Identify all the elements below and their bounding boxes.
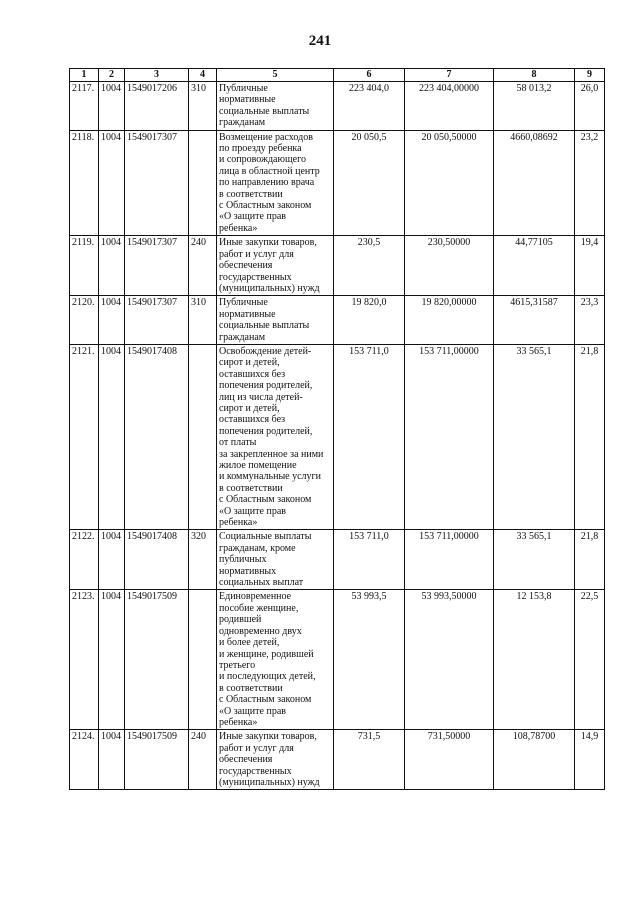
value-col-6: 19 820,0 <box>334 296 405 345</box>
description-line: родившей <box>219 614 262 626</box>
description-line: работ и услуг для <box>219 248 294 260</box>
description-line: гражданам <box>219 117 266 129</box>
description-line: Социальные выплаты <box>219 531 312 543</box>
section-code: 1004 <box>99 82 125 131</box>
description-line: нормативные <box>219 94 276 106</box>
description-line: Иные закупки товаров, <box>219 731 317 743</box>
description-line: государственных <box>219 271 292 283</box>
description-line: государственных <box>219 765 292 777</box>
row-index: 2123. <box>70 590 99 730</box>
value-col-6: 53 993,5 <box>334 590 405 730</box>
row-description <box>217 130 334 236</box>
section-code: 1004 <box>99 344 125 530</box>
expense-type-code: 240 <box>189 730 217 790</box>
description-line: попечения родителей, <box>219 425 313 437</box>
description-line: с Областным законом <box>219 694 312 706</box>
row-index: 2121. <box>70 344 99 530</box>
description-line: нормативных <box>219 565 277 577</box>
table-row <box>70 344 605 530</box>
row-description <box>217 296 334 345</box>
value-col-7: 230,50000 <box>405 236 494 296</box>
row-index: 2124. <box>70 730 99 790</box>
value-col-8: 33 565,1 <box>494 344 575 530</box>
description-line: пособие женщине, <box>219 602 299 614</box>
value-col-8: 33 565,1 <box>494 530 575 590</box>
value-col-6: 223 404,0 <box>334 82 405 131</box>
section-code: 1004 <box>99 130 125 236</box>
expense-type-code: 310 <box>189 82 217 131</box>
table-row <box>70 236 605 296</box>
value-col-8: 4615,31587 <box>494 296 575 345</box>
expense-type-code: 320 <box>189 530 217 590</box>
column-header: 3 <box>125 69 189 82</box>
description-line: и коммунальные услуги <box>219 471 321 483</box>
description-line: сирот и детей, <box>219 402 280 414</box>
row-description <box>217 530 334 590</box>
page-number: 241 <box>308 33 332 49</box>
description-line: по проезду ребенка <box>219 143 302 155</box>
value-col-8: 58 013,2 <box>494 82 575 131</box>
table-row <box>70 730 605 790</box>
target-article-code: 1549017408 <box>125 344 189 530</box>
column-header: 9 <box>575 69 605 82</box>
column-header: 5 <box>217 69 334 82</box>
column-header: 7 <box>405 69 494 82</box>
value-col-9: 23,3 <box>575 296 605 345</box>
row-index: 2122. <box>70 530 99 590</box>
section-code: 1004 <box>99 590 125 730</box>
description-line: Возмещение расходов <box>219 131 313 143</box>
description-line: социальные выплаты <box>219 105 310 117</box>
value-col-6: 20 050,5 <box>334 130 405 236</box>
value-col-7: 153 711,00000 <box>405 530 494 590</box>
description-line: оставшихся без <box>219 368 286 380</box>
table-row <box>70 296 605 345</box>
expense-type-code <box>189 590 217 730</box>
description-line: «О защите прав <box>219 505 286 517</box>
row-description <box>217 730 334 790</box>
row-description <box>217 236 334 296</box>
value-col-7: 731,50000 <box>405 730 494 790</box>
description-line: лиц из числа детей- <box>219 391 303 403</box>
row-description <box>217 344 334 530</box>
value-col-8: 4660,08692 <box>494 130 575 236</box>
description-line: попечения родителей, <box>219 380 313 392</box>
description-line: «О защите прав <box>219 211 286 223</box>
description-line: нормативные <box>219 308 276 320</box>
description-line: и сопровождающего <box>219 154 306 166</box>
column-header: 6 <box>334 69 405 82</box>
value-col-9: 21,8 <box>575 530 605 590</box>
value-col-6: 153 711,0 <box>334 530 405 590</box>
value-col-7: 153 711,00000 <box>405 344 494 530</box>
value-col-9: 22,5 <box>575 590 605 730</box>
description-line: социальных выплат <box>219 577 304 589</box>
description-line: (муниципальных) нужд <box>219 282 320 294</box>
value-col-9: 21,8 <box>575 344 605 530</box>
header-row <box>70 69 605 82</box>
description-line: по направлению врача <box>219 177 315 189</box>
value-col-7: 53 993,50000 <box>405 590 494 730</box>
description-line: за закрепленное за ними <box>219 448 324 460</box>
column-header: 1 <box>70 69 99 82</box>
description-line: гражданам, кроме <box>219 542 296 554</box>
description-line: в соответствии <box>219 682 283 694</box>
target-article-code: 1549017307 <box>125 296 189 345</box>
expense-type-code: 240 <box>189 236 217 296</box>
description-line: с Областным законом <box>219 200 312 212</box>
table-row <box>70 590 605 730</box>
row-description <box>217 82 334 131</box>
value-col-6: 230,5 <box>334 236 405 296</box>
value-col-7: 19 820,00000 <box>405 296 494 345</box>
target-article-code: 1549017509 <box>125 730 189 790</box>
expense-type-code <box>189 344 217 530</box>
description-line: ребенка» <box>219 716 258 728</box>
description-line: жилое помещение <box>219 460 297 471</box>
description-line: и более детей, <box>219 637 280 649</box>
description-line: и последующих детей, <box>219 671 316 683</box>
description-line: с Областным законом <box>219 494 312 506</box>
description-line: в соответствии <box>219 482 283 494</box>
row-index: 2120. <box>70 296 99 345</box>
description-line: Публичные <box>219 83 268 94</box>
section-code: 1004 <box>99 236 125 296</box>
expense-type-code: 310 <box>189 296 217 345</box>
description-line: и женщине, родившей <box>219 648 314 660</box>
description-line: Освобождение детей- <box>219 345 312 357</box>
value-col-8: 12 153,8 <box>494 590 575 730</box>
value-col-8: 44,77105 <box>494 236 575 296</box>
column-header: 2 <box>99 69 125 82</box>
description-line: публичных <box>219 554 267 566</box>
value-col-7: 20 050,50000 <box>405 130 494 236</box>
description-line: работ и услуг для <box>219 742 294 754</box>
section-code: 1004 <box>99 730 125 790</box>
description-line: гражданам <box>219 331 266 343</box>
description-line: Единовременное <box>219 591 292 603</box>
description-line: третьего <box>219 659 256 671</box>
description-line: ребенка» <box>219 222 258 234</box>
description-line: обеспечения <box>219 754 273 766</box>
table-row <box>70 130 605 236</box>
value-col-6: 153 711,0 <box>334 344 405 530</box>
value-col-7: 223 404,00000 <box>405 82 494 131</box>
row-description <box>217 590 334 730</box>
column-header: 8 <box>494 69 575 82</box>
row-index: 2117. <box>70 82 99 131</box>
description-line: оставшихся без <box>219 414 286 426</box>
description-line: «О защите прав <box>219 705 286 717</box>
column-header: 4 <box>189 69 217 82</box>
description-line: социальные выплаты <box>219 320 310 332</box>
table-row <box>70 530 605 590</box>
value-col-6: 731,5 <box>334 730 405 790</box>
value-col-9: 26,0 <box>575 82 605 131</box>
target-article-code: 1549017509 <box>125 590 189 730</box>
description-line: Иные закупки товаров, <box>219 237 317 249</box>
description-line: одновременно двух <box>219 625 302 637</box>
value-col-9: 19,4 <box>575 236 605 296</box>
row-index: 2118. <box>70 130 99 236</box>
value-col-9: 23,2 <box>575 130 605 236</box>
description-line: обеспечения <box>219 260 273 272</box>
table-row <box>70 82 605 131</box>
table-body <box>70 82 605 790</box>
target-article-code: 1549017307 <box>125 236 189 296</box>
description-line: от платы <box>219 437 257 449</box>
section-code: 1004 <box>99 296 125 345</box>
budget-table <box>69 68 605 790</box>
description-line: (муниципальных) нужд <box>219 776 320 788</box>
row-index: 2119. <box>70 236 99 296</box>
description-line: лица в областной центр <box>219 165 320 177</box>
value-col-8: 108,78700 <box>494 730 575 790</box>
section-code: 1004 <box>99 530 125 590</box>
value-col-9: 14,9 <box>575 730 605 790</box>
description-line: Публичные <box>219 297 268 309</box>
target-article-code: 1549017307 <box>125 130 189 236</box>
description-line: ребенка» <box>219 517 258 529</box>
target-article-code: 1549017408 <box>125 530 189 590</box>
expense-type-code <box>189 130 217 236</box>
description-line: сирот и детей, <box>219 357 280 369</box>
target-article-code: 1549017206 <box>125 82 189 131</box>
description-line: в соответствии <box>219 188 283 200</box>
